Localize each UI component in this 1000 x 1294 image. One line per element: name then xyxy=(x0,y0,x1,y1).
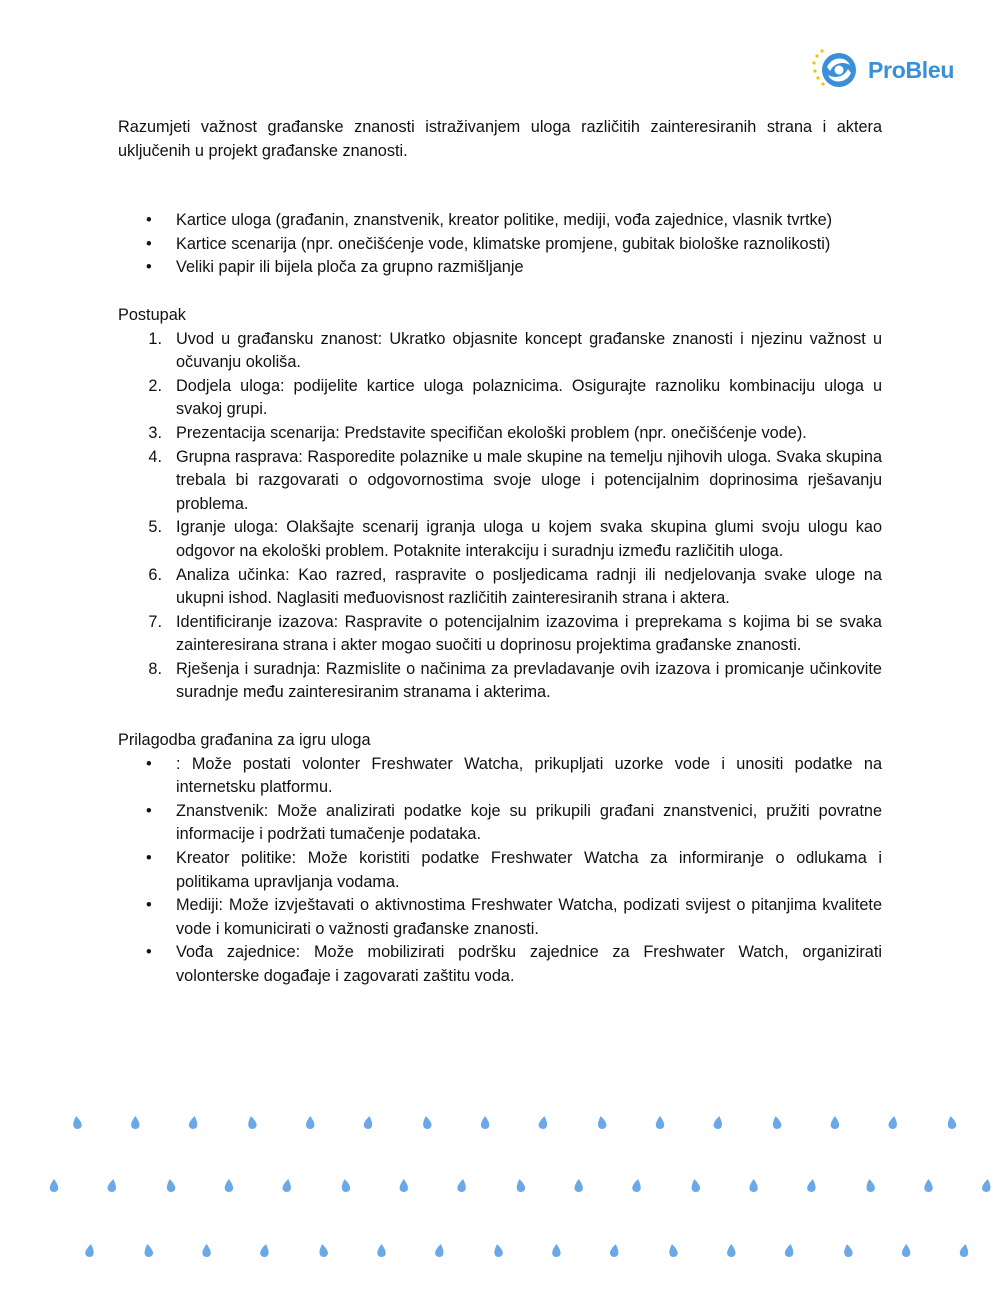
water-drop-icon xyxy=(247,1115,258,1129)
water-drop-icon xyxy=(282,1178,293,1192)
water-drop-icon xyxy=(727,1244,735,1257)
adaptation-heading: Prilagodba građanina za igru uloga xyxy=(118,731,371,750)
water-drop-icon xyxy=(668,1243,679,1257)
materials-list xyxy=(118,209,882,280)
water-drop-icon xyxy=(552,1244,560,1257)
water-drop-icon xyxy=(260,1243,271,1257)
list-item: 2. Dodjela uloga: podijelite kartice uloga polaznicima. Osigurajte raznoliku kombinaciju uloga u svakoj grupi. xyxy=(148,376,882,419)
water-drop-icon xyxy=(107,1178,118,1192)
water-drop-icon xyxy=(340,1178,351,1192)
bullet-icon: • xyxy=(146,754,152,773)
brand-name: ProBleu xyxy=(868,56,955,83)
water-drop-icon xyxy=(843,1243,854,1257)
water-drop-icon xyxy=(165,1178,176,1192)
water-drop-icon xyxy=(400,1179,408,1192)
bullet-icon: • xyxy=(146,943,152,962)
water-drop-icon xyxy=(434,1243,445,1257)
water-drop-icon xyxy=(784,1243,795,1257)
list-item: 5. Igranje uloga: Olakšajte scenarij igranja uloga u kojem svaka skupina glumi svoju ulogu kao odgovor na ekološki problem. Potaknite interakciju i suradnju između različitih uloga. xyxy=(148,518,882,560)
water-drop-icon xyxy=(888,1115,899,1129)
intro-paragraph: Razumjeti važnost građanske znanosti istraživanjem uloga različitih zainteresiranih strana i aktera uključenih u projekt građanske znanosti. xyxy=(118,118,882,160)
water-drop-icon xyxy=(131,1116,139,1129)
list-item: • : Može postati volonter Freshwater Watcha, prikupljati uzorke vode i unositi podatke na internetsku platformu. xyxy=(146,754,882,797)
water-drop-icon xyxy=(609,1243,620,1257)
water-drop-icon xyxy=(959,1243,970,1257)
water-drop-icon xyxy=(188,1115,199,1129)
list-item: 7. Identificiranje izazova: Raspravite o potencijalnim izazovima i preprekama s kojima bi se svaka zainteresirana strana i akter mogao suočiti u doprinosu projektima građanske znanosti. xyxy=(148,612,882,655)
probleu-logo xyxy=(812,46,954,94)
water-drop-icon xyxy=(85,1243,96,1257)
list-item: • Kartice uloga (građanin, znanstvenik, kreator politike, mediji, vođa zajednice, vlasnik tvrtke) xyxy=(118,209,882,233)
decorative-water-drops xyxy=(0,1100,1000,1280)
water-drop-icon xyxy=(515,1178,526,1192)
water-drop-icon xyxy=(575,1179,583,1192)
water-drop-icon xyxy=(924,1179,932,1192)
water-drop-icon xyxy=(981,1178,992,1192)
list-item: 4. Grupna rasprava: Rasporedite polaznike u male skupine na temelju njihovih uloga. Svaka skupina trebala bi razgovarati o odgovornostima svoje uloge i potencijalnim doprinosima rješavanju problema. xyxy=(148,447,882,513)
water-drop-icon xyxy=(771,1115,782,1129)
list-item: • Mediji: Može izvještavati o aktivnostima Freshwater Watcha, podizati svijest o pitanjima kvalitete vode i komunicirati o važnosti građanske znanosti. xyxy=(146,896,882,938)
water-drop-icon xyxy=(225,1179,233,1192)
water-drop-icon xyxy=(422,1115,433,1129)
water-drop-icon xyxy=(457,1178,468,1192)
water-drop-icon xyxy=(865,1178,876,1192)
bullet-icon: • xyxy=(146,849,152,868)
water-drop-icon xyxy=(807,1178,818,1192)
water-drop-icon xyxy=(50,1179,58,1192)
list-item: • Vođa zajednice: Može mobilizirati podršku zajednice za Freshwater Watch, organizirati volonterske događaje i zagovarati zaštitu voda. xyxy=(146,943,882,985)
bullet-icon: • xyxy=(146,896,152,915)
water-drop-icon xyxy=(656,1116,664,1129)
list-item: 3. Prezentacija scenarija: Predstavite specifičan ekološki problem (npr. onečišćenje vode). xyxy=(148,423,807,442)
water-drop-icon xyxy=(481,1116,489,1129)
list-item: • Kreator politike: Može koristiti podatke Freshwater Watcha za informiranje o odlukama i politikama upravljanja vodama. xyxy=(146,849,882,891)
bullet-icon: • xyxy=(146,234,152,253)
list-item: • Znanstvenik: Može analizirati podatke koje su prikupili građani znanstvenici, pružiti povratne informacije i podržati tumačenje podataka. xyxy=(146,801,882,844)
water-drop-icon xyxy=(690,1178,701,1192)
water-drop-icon xyxy=(72,1115,83,1129)
adaptation-list xyxy=(118,753,882,989)
list-item: • Veliki papir ili bijela ploča za grupno razmišljanje xyxy=(118,256,882,280)
water-drop-icon xyxy=(831,1116,839,1129)
water-drop-icon xyxy=(377,1244,385,1257)
list-item: 1. Uvod u građansku znanost: Ukratko objasnite koncept građanske znanosti i njezinu važnost u očuvanju okoliša. xyxy=(148,329,882,372)
document-body xyxy=(118,116,882,989)
bullet-icon: • xyxy=(146,258,152,277)
water-drop-icon xyxy=(202,1244,210,1257)
water-drop-icon xyxy=(632,1178,643,1192)
list-item: • Kartice scenarija (npr. onečišćenje vode, klimatske promjene, gubitak biološke raznolikosti) xyxy=(118,233,882,257)
water-drop-icon xyxy=(318,1243,329,1257)
probleu-emblem-icon xyxy=(812,47,860,93)
list-item: 8. Rješenja i suradnja: Razmislite o načinima za prevladavanje ovih izazova i promicanje učinkovite suradnje među zainteresiranim stranama i akterima. xyxy=(148,659,882,702)
water-drop-icon xyxy=(713,1115,724,1129)
procedure-heading: Postupak xyxy=(118,305,186,324)
water-drop-icon xyxy=(143,1243,154,1257)
water-drop-icon xyxy=(306,1116,314,1129)
procedure-steps xyxy=(118,328,882,706)
water-drop-icon xyxy=(597,1115,608,1129)
water-drop-icon xyxy=(902,1244,910,1257)
bullet-icon: • xyxy=(146,801,152,820)
list-item: 6. Analiza učinka: Kao razred, raspravite o posljedicama radnji ili nedjelovanja svake uloge na ukupni ishod. Naglasiti međuovisnost različitih zainteresiranih strana i aktera. xyxy=(148,565,882,608)
bullet-icon: • xyxy=(146,211,152,230)
water-drop-icon xyxy=(749,1179,757,1192)
water-drop-icon xyxy=(363,1115,374,1129)
water-drop-icon xyxy=(493,1243,504,1257)
water-drop-icon xyxy=(538,1115,549,1129)
water-drop-icon xyxy=(946,1115,957,1129)
